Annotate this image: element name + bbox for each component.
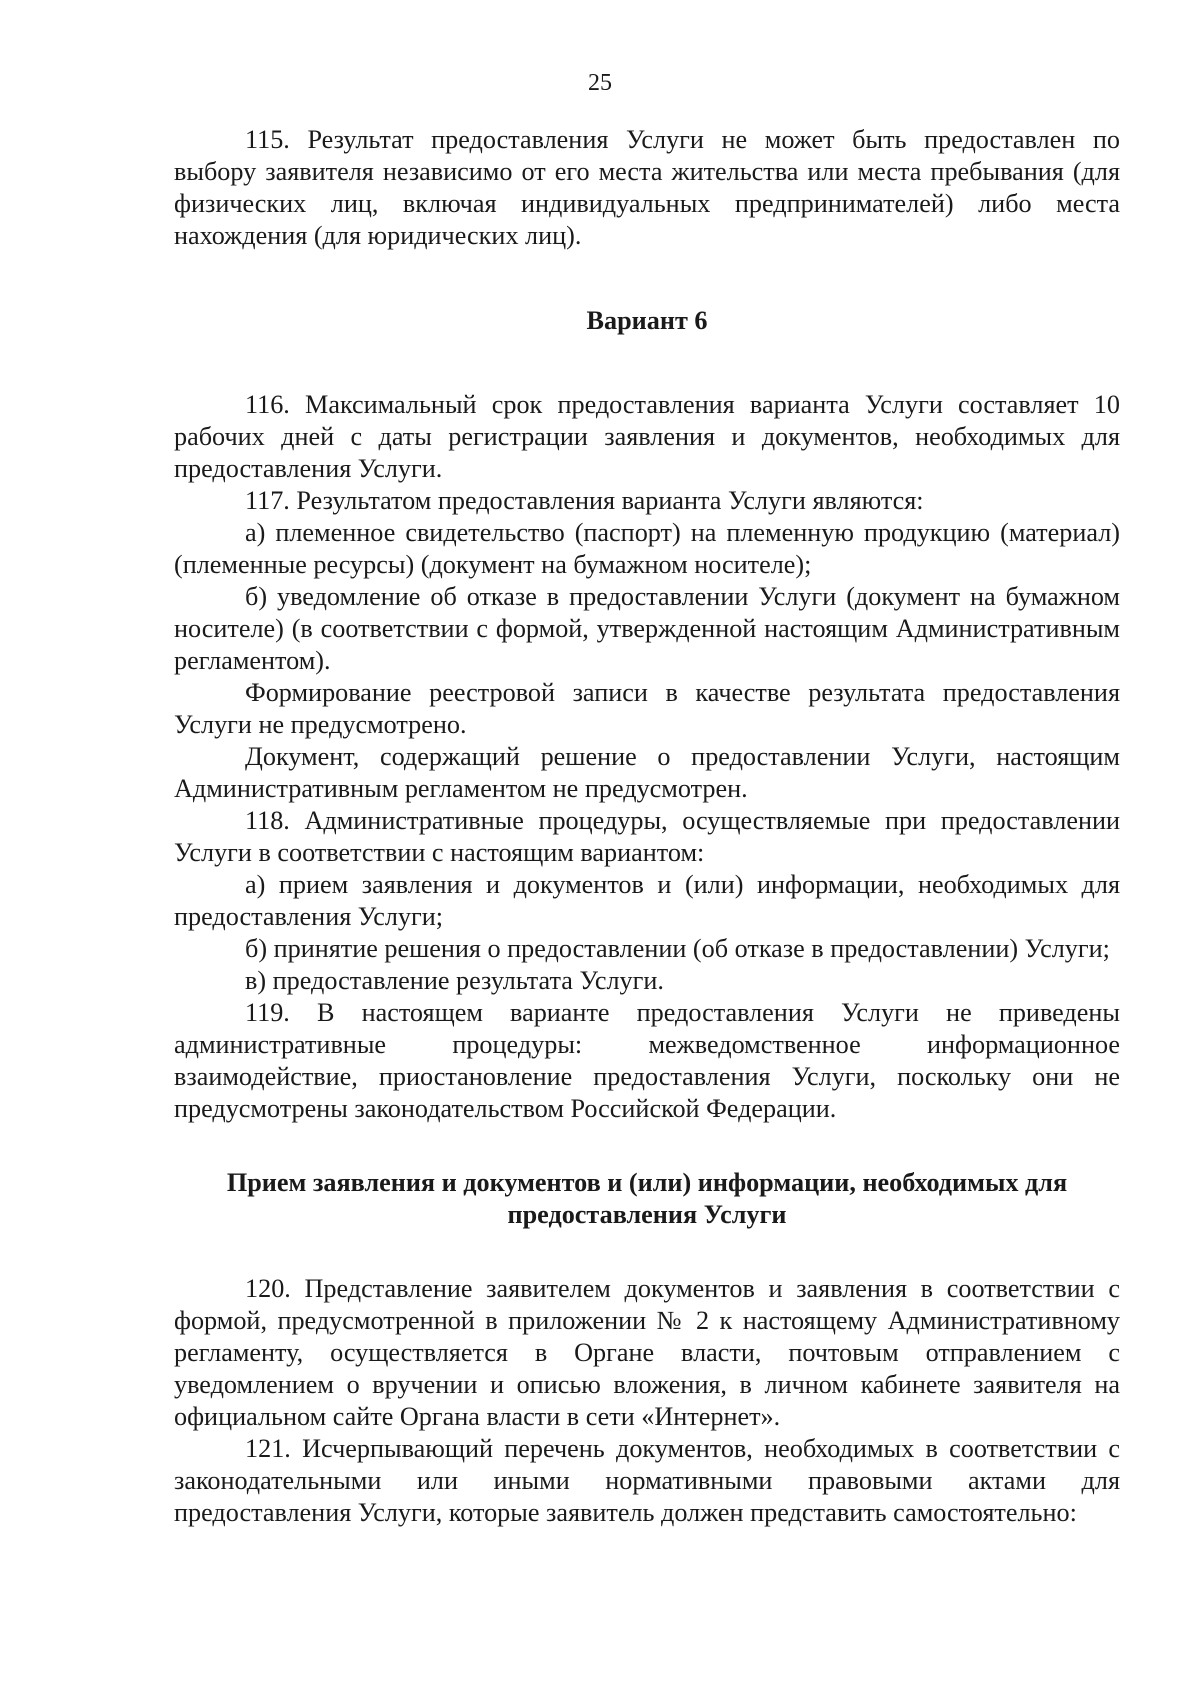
heading-reception-line-1: Прием заявления и документов и (или) информации, необходимых для [226, 1168, 1068, 1197]
paragraph-118-a: а) прием заявления и документов и (или) информации, необходимых для предоставления Услуги; [174, 870, 1120, 931]
paragraph-121: 121. Исчерпывающий перечень документов, необходимых в соответствии с законодательными или иными нормативными правовыми актами для предоставления Услуги, которые заявитель должен представить самостоятельно: [174, 1434, 1120, 1527]
paragraph-decision-document: Документ, содержащий решение о предоставлении Услуги, настоящим Административным регламентом не предусмотрен. [174, 742, 1120, 803]
heading-reception-line-2: предоставления Услуги [507, 1200, 787, 1229]
paragraph-118-v: в) предоставление результата Услуги. [245, 966, 664, 995]
document-body [174, 124, 1120, 1529]
paragraph-115: 115. Результат предоставления Услуги не может быть предоставлен по выбору заявителя независимо от его места жительства или места пребывания (для физических лиц, включая индивидуальных предпринимателей) либо места нахождения (для юридических лиц). [174, 125, 1120, 250]
paragraph-120: 120. Представление заявителем документов и заявления в соответствии с формой, предусмотренной в приложении № 2 к настоящему Административному регламенту, осуществляется в Органе власти, почтовым отправлением с уведомлением о вручении и описью вложения, в личном кабинете заявителя на официальном сайте Органа власти в сети «Интернет». [174, 1274, 1120, 1431]
paragraph-registry-record: Формирование реестровой записи в качестве результата предоставления Услуги не предусмотрено. [174, 678, 1120, 739]
paragraph-117-b: б) уведомление об отказе в предоставлении Услуги (документ на бумажном носителе) (в соответствии с формой, утвержденной настоящим Административным регламентом). [174, 582, 1120, 675]
paragraph-118: 118. Административные процедуры, осуществляемые при предоставлении Услуги в соответствии с настоящим вариантом: [174, 806, 1120, 867]
heading-variant-6: Вариант 6 [586, 306, 708, 335]
paragraph-116: 116. Максимальный срок предоставления варианта Услуги составляет 10 рабочих дней с даты регистрации заявления и документов, необходимых для предоставления Услуги. [174, 390, 1120, 483]
paragraph-117: 117. Результатом предоставления варианта Услуги являются: [245, 486, 924, 515]
paragraph-117-a: а) племенное свидетельство (паспорт) на племенную продукцию (материал) (племенные ресурсы) (документ на бумажном носителе); [174, 518, 1120, 579]
heading-reception-of-application [174, 1167, 1120, 1231]
paragraph-118-b: б) принятие решения о предоставлении (об отказе в предоставлении) Услуги; [245, 934, 1110, 963]
page-number: 25 [588, 70, 612, 96]
paragraph-119: 119. В настоящем варианте предоставления Услуги не приведены административные процедуры: межведомственное информационное взаимодействие, приостановление предоставления Услуги, поскольку они не предусмотрены законодательством Российской Федерации. [174, 998, 1120, 1123]
